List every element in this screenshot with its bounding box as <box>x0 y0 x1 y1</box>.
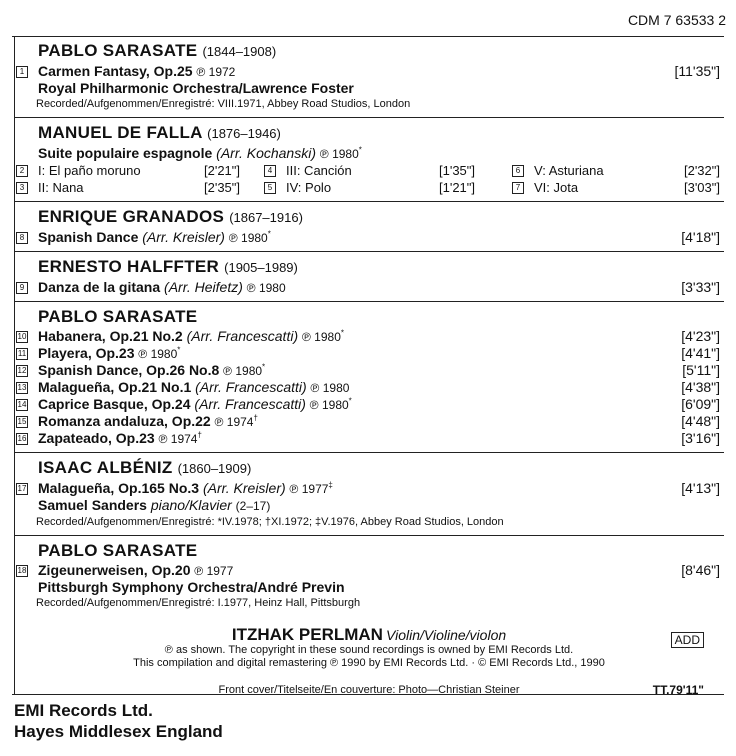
track-duration: [6'09"] <box>681 396 720 412</box>
track-number: 3 <box>16 182 28 194</box>
track-number: 14 <box>17 400 27 409</box>
tracklist <box>14 36 724 616</box>
phonogram-year: ℗ 1974 <box>214 415 254 429</box>
track-row: 17 Malagueña, Op.165 No.3 (Arr. Kreisler) ℗ 1977‡ [4'13"] <box>17 480 720 496</box>
section-granados <box>14 202 724 252</box>
movement-duration: [3'03"] <box>683 180 720 195</box>
track-number: 4 <box>264 165 276 177</box>
track-row <box>14 562 724 579</box>
track-title: Zigeunerweisen, Op.20 <box>38 562 191 578</box>
track-number: 15 <box>17 417 27 426</box>
phonogram-year: ℗ 1977 <box>194 564 234 578</box>
track-title: Caprice Basque, Op.24 <box>38 396 191 412</box>
movement-name: IV: Polo <box>286 180 332 195</box>
track-number: 1 <box>16 66 28 78</box>
movement-duration: [2'35"] <box>204 180 241 195</box>
section-albeniz <box>14 453 724 536</box>
composer-heading: ERNESTO HALFFTER (1905–1989) <box>38 257 298 276</box>
composer-heading: PABLO SARASATE (1844–1908) <box>38 41 277 60</box>
movement-row <box>14 179 724 196</box>
track-duration: [4'23"] <box>681 328 720 344</box>
phonogram-year: ℗ 1980 <box>223 364 263 378</box>
track-number: 11 <box>17 349 27 358</box>
track-title: Malagueña, Op.165 No.3 <box>38 480 200 496</box>
track-duration: [5'11"] <box>682 362 720 378</box>
soloist-line: ITZHAK PERLMAN Violin/Violine/violon <box>231 625 507 644</box>
movement-name: V: Asturiana <box>534 163 604 178</box>
track-number: 8 <box>16 232 28 244</box>
phonogram-year: ℗ 1980 <box>138 347 178 361</box>
movement-row <box>14 162 724 179</box>
track-number: 7 <box>512 182 524 194</box>
phonogram-year: ℗ 1972 <box>196 65 236 79</box>
track-title: Spanish Dance <box>38 229 139 245</box>
section-sarasate-2 <box>14 302 724 453</box>
arranger: (Arr. Francescatti) <box>186 328 299 344</box>
track-row <box>14 279 724 296</box>
section-sarasate-1 <box>14 36 724 118</box>
track-duration: [4'41"] <box>681 345 720 361</box>
suite-title-row: Suite populaire espagnole (Arr. Kochanski) ℗ 1980* <box>38 145 362 161</box>
recording-note: Recorded/Aufgenommen/Enregistré: *IV.1978; †XI.1972; ‡V.1976, Abbey Road Studios, London <box>36 516 504 528</box>
phonogram-year: ℗ 1980 <box>302 330 341 344</box>
arranger: (Arr. Heifetz) <box>164 279 243 295</box>
arranger: (Arr. Kreisler) <box>142 229 225 245</box>
arranger: (Arr. Francescatti) <box>194 396 306 412</box>
track-number: 5 <box>264 182 276 194</box>
composer-heading: PABLO SARASATE <box>38 307 198 326</box>
movement-duration: [1'35"] <box>439 163 476 178</box>
section-halffter <box>14 252 724 302</box>
catalog-number: CDM 7 63533 2 <box>627 12 726 28</box>
track-title: Zapateado, Op.23 <box>38 430 155 446</box>
arranger: (Arr. Kochanski) <box>216 145 316 161</box>
movement-name: I: El paño moruno <box>38 163 141 178</box>
track-duration: [4'18"] <box>681 229 720 245</box>
copyright-line-2: This compilation and digital remastering ℗ 1990 by EMI Records Ltd. · © EMI Records Ltd., 1990 <box>133 657 605 669</box>
performer-line: Royal Philharmonic Orchestra/Lawrence Foster <box>38 80 354 96</box>
track-duration: [11'35"] <box>674 63 720 79</box>
publisher-block <box>14 700 223 742</box>
track-row: 15 Romanza andaluza, Op.22 ℗ 1974† [4'48"] <box>17 413 720 429</box>
section-falla <box>14 118 724 202</box>
suite-title: Suite populaire espagnole <box>38 145 213 161</box>
track-duration: [3'16"] <box>681 430 720 446</box>
movement-duration: [2'21"] <box>204 163 241 178</box>
add-badge: ADD <box>671 632 704 648</box>
phonogram-year: ℗ 1974 <box>158 432 198 446</box>
track-row: 12 Spanish Dance, Op.26 No.8 ℗ 1980* [5'11"] <box>17 362 720 378</box>
total-time: TT.79'11" <box>652 683 704 697</box>
track-title: Playera, Op.23 <box>38 345 135 361</box>
track-row: 11 Playera, Op.23 ℗ 1980* [4'41"] <box>17 345 720 361</box>
track-duration: [3'33"] <box>681 279 720 295</box>
track-number: 6 <box>512 165 524 177</box>
track-row: 10 Habanera, Op.21 No.2 (Arr. Francescatti) ℗ 1980* [4'23"] <box>17 328 720 344</box>
phonogram-year: ℗ 1980 <box>246 281 286 295</box>
track-number: 18 <box>17 566 27 575</box>
composer-heading: ISAAC ALBÉNIZ (1860–1909) <box>38 458 252 477</box>
arranger: (Arr. Kreisler) <box>202 480 286 496</box>
track-number: 17 <box>17 484 27 493</box>
track-title: Malagueña, Op.21 No.1 <box>38 379 192 395</box>
track-duration: [4'13"] <box>681 480 720 496</box>
movement-name: III: Canción <box>286 163 352 178</box>
track-number: 2 <box>16 165 28 177</box>
movement-duration: [2'32"] <box>683 163 720 178</box>
composer-heading: MANUEL DE FALLA (1876–1946) <box>38 123 281 142</box>
track-title: Danza de la gitana <box>38 279 161 295</box>
phonogram-year: ℗ 1980 <box>310 381 350 395</box>
composer-heading: ENRIQUE GRANADOS (1867–1916) <box>38 207 303 226</box>
track-duration: [8'46"] <box>681 562 720 578</box>
composer-heading: PABLO SARASATE <box>38 541 198 560</box>
track-number: 13 <box>17 383 27 392</box>
phonogram-year: ℗ 1980 <box>228 231 268 245</box>
movement-duration: [1'21"] <box>439 180 476 195</box>
copyright-line-1: ℗ as shown. The copyright in these sound recordings is owned by EMI Records Ltd. <box>164 644 574 656</box>
recording-note: Recorded/Aufgenommen/Enregistré: VIII.1971, Abbey Road Studios, London <box>36 98 411 110</box>
credits-footer <box>14 625 724 697</box>
bottom-rule <box>12 694 724 695</box>
phonogram-year: ℗ 1980 <box>309 398 349 412</box>
track-title: Habanera, Op.21 No.2 <box>38 328 183 344</box>
track-number: 9 <box>16 282 28 294</box>
phonogram-year: ℗ 1980 <box>319 147 359 161</box>
phonogram-year: ℗ 1977 <box>289 482 329 496</box>
track-title: Romanza andaluza, Op.22 <box>38 413 211 429</box>
movement-name: VI: Jota <box>534 180 579 195</box>
track-duration: [4'48"] <box>681 413 720 429</box>
track-title: Spanish Dance, Op.26 No.8 <box>38 362 220 378</box>
movement-name: II: Nana <box>38 180 84 195</box>
pianist-line: Samuel Sanders piano/Klavier (2–17) <box>38 497 271 513</box>
arranger: (Arr. Francescatti) <box>195 379 307 395</box>
track-row: 8 Spanish Dance (Arr. Kreisler) ℗ 1980* [4'18"] <box>14 229 724 246</box>
track-row: 16 Zapateado, Op.23 ℗ 1974† [3'16"] <box>17 430 720 446</box>
section-sarasate-3 <box>14 536 724 616</box>
track-duration: [4'38"] <box>681 379 720 395</box>
recording-note: Recorded/Aufgenommen/Enregistré: I.1977, Heinz Hall, Pittsburgh <box>36 597 361 609</box>
publisher-name: EMI Records Ltd. <box>14 701 153 720</box>
track-number: 16 <box>17 434 27 443</box>
track-row: 14 Caprice Basque, Op.24 (Arr. Francescatti) ℗ 1980* [6'09"] <box>17 396 720 412</box>
performer-line: Pittsburgh Symphony Orchestra/André Previn <box>38 579 345 595</box>
track-title: Carmen Fantasy, Op.25 <box>38 63 193 79</box>
track-row <box>14 379 724 396</box>
publisher-address: Hayes Middlesex England <box>14 722 223 741</box>
cover-credit: Front cover/Titelseite/En couverture: Photo—Christian Steiner <box>218 684 520 696</box>
track-row <box>14 63 724 80</box>
track-number: 12 <box>17 366 27 375</box>
track-number: 10 <box>17 332 27 341</box>
